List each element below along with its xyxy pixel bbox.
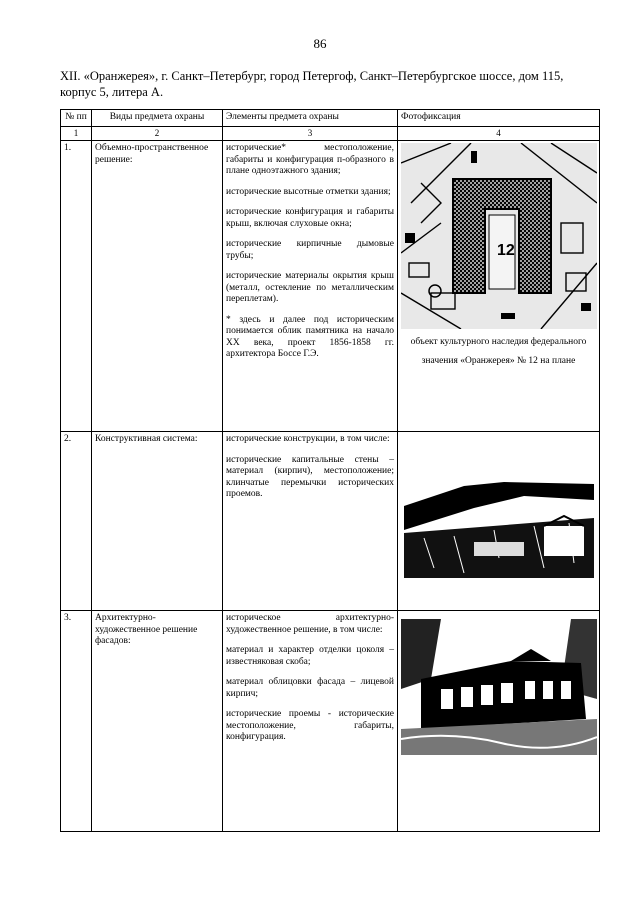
element-text: исторические* местоположение, габариты и конфигурация п-образного в плане одноэтажного здания; [226,143,394,176]
site-plan-map [401,143,597,329]
protection-elements [223,141,398,432]
column-number: 4 [398,126,600,141]
row-number: 3. [61,611,92,832]
element-text: историческое архитектурно-художественное решение, в том числе: [226,613,394,635]
protection-type: Конструктивная система: [92,432,223,611]
photo-caption: объект культурного наследия федерального значения «Оранжерея» № 12 на плане [410,337,587,366]
header-number: № пп [61,110,92,127]
plan-number-label: 12 [497,242,515,259]
protection-elements [223,432,398,611]
element-text: исторические капитальные стены – материал (кирпич), местоположение; клинчатые перемычки исторических проемов. [226,454,394,499]
element-text: исторические материалы окрытия крыш (металл, остекление по металлическим переплетам). [226,271,394,304]
element-text: исторические конструкции, в том числе: [226,434,390,444]
table-row [61,432,600,611]
facade-photo [401,619,597,755]
table-row [61,611,600,832]
column-number: 1 [61,126,92,141]
photo-cell [398,432,600,611]
protection-type: Объемно-пространственное решение: [92,141,223,432]
document-heading: XII. «Оранжерея», г. Санкт–Петербург, город Петергоф, Санкт–Петербургское шоссе, дом 115, корпус 5, литера А. [60,69,564,99]
protection-table [60,109,600,832]
photo-cell [398,611,600,832]
table-row [61,141,600,432]
protection-elements [223,611,398,832]
greenhouse-photo [404,478,594,578]
element-text: исторические высотные отметки здания; [226,186,391,197]
element-text: исторические конфигурация и габариты крыш, включая слуховые окна; [226,207,394,229]
photo-cell [398,141,600,432]
column-number: 3 [223,126,398,141]
row-number: 1. [61,141,92,432]
element-text: исторические проемы - исторические местоположение, габариты, конфигурация. [226,709,394,742]
page-number: 86 [313,36,327,51]
table-header-row [61,110,600,127]
column-number: 2 [92,126,223,141]
protection-type: Архитектурно-художественное решение фасадов: [92,611,223,832]
footnote-text: * здесь и далее под историческим понимается облик памятника на начало XX века, проект 1856-1858 гг. архитектора Боссе Г.Э. [226,314,394,359]
header-type: Виды предмета охраны [92,110,223,127]
element-text: материал и характер отделки цоколя – известняковая скоба; [226,645,394,667]
element-text: исторические кирпичные дымовые трубы; [226,239,394,261]
element-text: материал облицовки фасада – лицевой кирпич; [226,677,394,699]
column-number-row [61,126,600,141]
header-elements: Элементы предмета охраны [223,110,398,127]
header-photo: Фотофиксация [398,110,600,127]
row-number: 2. [61,432,92,611]
